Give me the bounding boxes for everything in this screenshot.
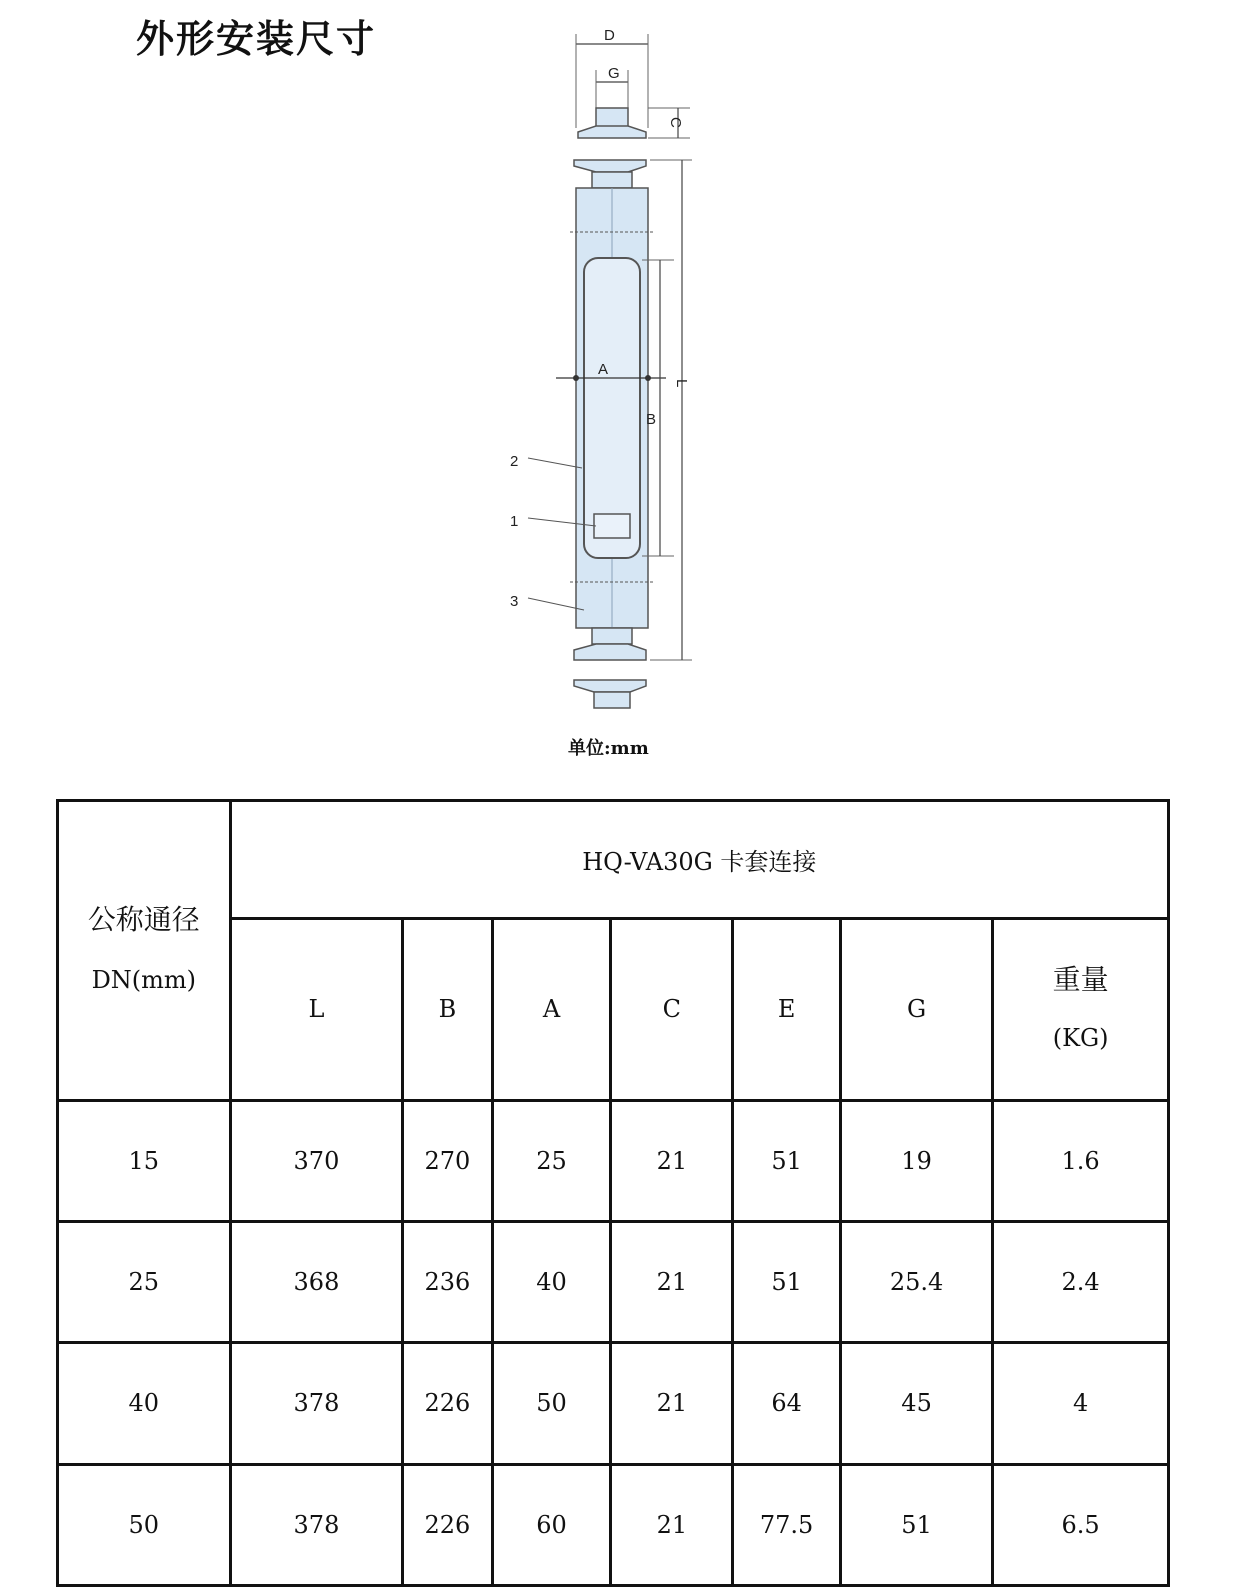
dim-label-g: G [608,65,620,82]
table-cell: 51 [733,1222,841,1343]
table-cell: 45 [840,1343,992,1464]
table-cell: 270 [403,1100,492,1221]
table-cell: 370 [230,1100,403,1221]
table-cell: 19 [840,1100,992,1221]
dn-header-label: 公称通径 [87,903,200,937]
dim-label-d: D [604,27,615,44]
table-cell: 368 [230,1222,403,1343]
table-cell: 2.4 [993,1222,1169,1343]
weight-header-unit: (KG) [1052,1024,1109,1053]
part-label-1: 1 [510,513,519,530]
table-header-row-1 [58,801,1169,919]
table-cell: 60 [492,1464,611,1585]
table-cell: 21 [611,1222,733,1343]
table-cell: 226 [403,1343,492,1464]
page-title: 外形安装尺寸 [136,17,377,61]
weight-header-cell [993,919,1169,1100]
table-cell: 40 [58,1343,231,1464]
dim-label-b: B [646,411,657,428]
table-cell: 226 [403,1464,492,1585]
table-cell: 6.5 [993,1464,1169,1585]
column-header-c: C [611,919,733,1100]
weight-header-label: 重量 [1052,963,1109,997]
table-cell: 236 [403,1222,492,1343]
table-cell: 378 [230,1343,403,1464]
table-cell: 40 [492,1222,611,1343]
table-cell: 51 [840,1464,992,1585]
table-cell: 4 [993,1343,1169,1464]
flowmeter-drawing [500,20,740,760]
table-cell: 378 [230,1464,403,1585]
dn-header-unit: DN(mm) [91,966,197,995]
table-cell: 50 [58,1464,231,1585]
part-label-2: 2 [510,453,519,470]
column-header-b: B [403,919,492,1100]
column-header-a: A [492,919,611,1100]
table-cell: 64 [733,1343,841,1464]
table-cell: 21 [611,1464,733,1585]
table-cell: 21 [611,1343,733,1464]
table-cell: 15 [58,1100,231,1221]
column-header-e: E [733,919,841,1100]
column-header-l: L [230,919,403,1100]
table-cell: 77.5 [733,1464,841,1585]
table-row [58,1343,1169,1464]
table-cell: 25 [492,1100,611,1221]
table-cell: 50 [492,1343,611,1464]
dim-label-l: L [673,379,690,388]
table-cell: 1.6 [993,1100,1169,1221]
table-row [58,1100,1169,1221]
model-title: HQ-VA30G 卡套连接 [230,801,1168,919]
table-row [58,1464,1169,1585]
dn-header-cell [58,801,231,1101]
column-header-g: G [840,919,992,1100]
spec-table [56,799,1170,1587]
dim-label-a: A [598,361,609,378]
table-row [58,1222,1169,1343]
flowmeter-dimension-diagram [500,20,740,760]
table-cell: 25.4 [840,1222,992,1343]
table-cell: 51 [733,1100,841,1221]
table-cell: 21 [611,1100,733,1221]
dim-label-c: C [667,117,684,128]
part-label-3: 3 [510,593,519,610]
unit-label: 单位:mm [568,738,649,759]
table-cell: 25 [58,1222,231,1343]
